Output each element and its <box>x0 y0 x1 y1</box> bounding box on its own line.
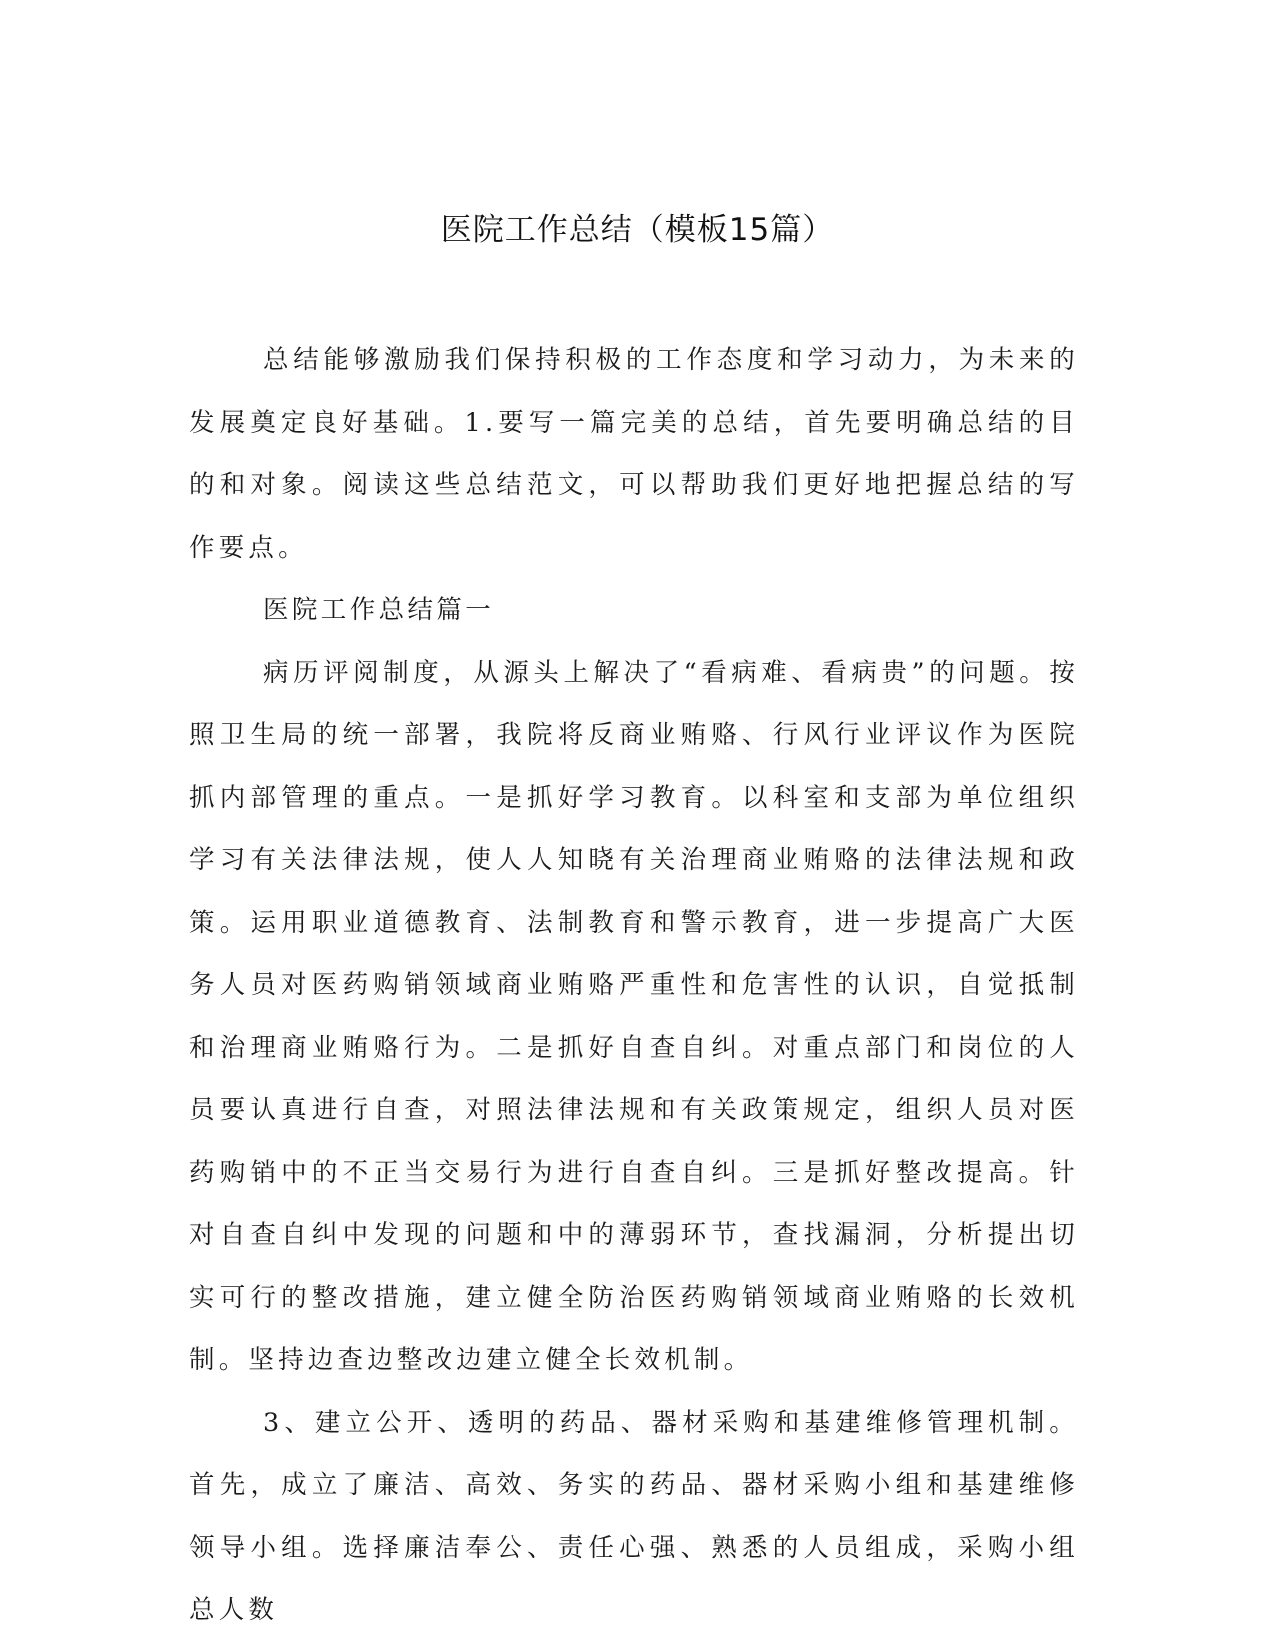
intro-paragraph: 总结能够激励我们保持积极的工作态度和学习动力，为未来的发展奠定良好基础。1.要写一篇完美的总结，首先要明确总结的目的和对象。阅读这些总结范文，可以帮助我们更好地把握总结的写作要点。 <box>189 345 1079 563</box>
document-title: 医院工作总结（模板15篇） <box>440 212 835 248</box>
document-body <box>189 329 1079 1642</box>
body-paragraph: 病历评阅制度，从源头上解决了“看病难、看病贵”的问题。按照卫生局的统一部署，我院将反商业贿赂、行风行业评议作为医院抓内部管理的重点。一是抓好学习教育。以科室和支部为单位组织学习有关法律法规，使人人知晓有关治理商业贿赂的法律法规和政策。运用职业道德教育、法制教育和警示教育，进一步提高广大医务人员对医药购销领域商业贿赂严重性和危害性的认识，自觉抵制和治理商业贿赂行为。二是抓好自查自纠。对重点部门和岗位的人员要认真进行自查，对照法律法规和有关政策规定，组织人员对医药购销中的不正当交易行为进行自查自纠。三是抓好整改提高。针对自查自纠中发现的问题和中的薄弱环节，查找漏洞，分析提出切实可行的整改措施，建立健全防治医药购销领域商业贿赂的长效机制。坚持边查边整改边建立健全长效机制。 <box>189 657 1079 1375</box>
section-heading: 医院工作总结篇一 <box>263 595 495 625</box>
body-paragraph: 3、建立公开、透明的药品、器材采购和基建维修管理机制。首先，成立了廉洁、高效、务实的药品、器材采购小组和基建维修领导小组。选择廉洁奉公、责任心强、熟悉的人员组成，采购小组总人数 <box>189 1407 1079 1625</box>
